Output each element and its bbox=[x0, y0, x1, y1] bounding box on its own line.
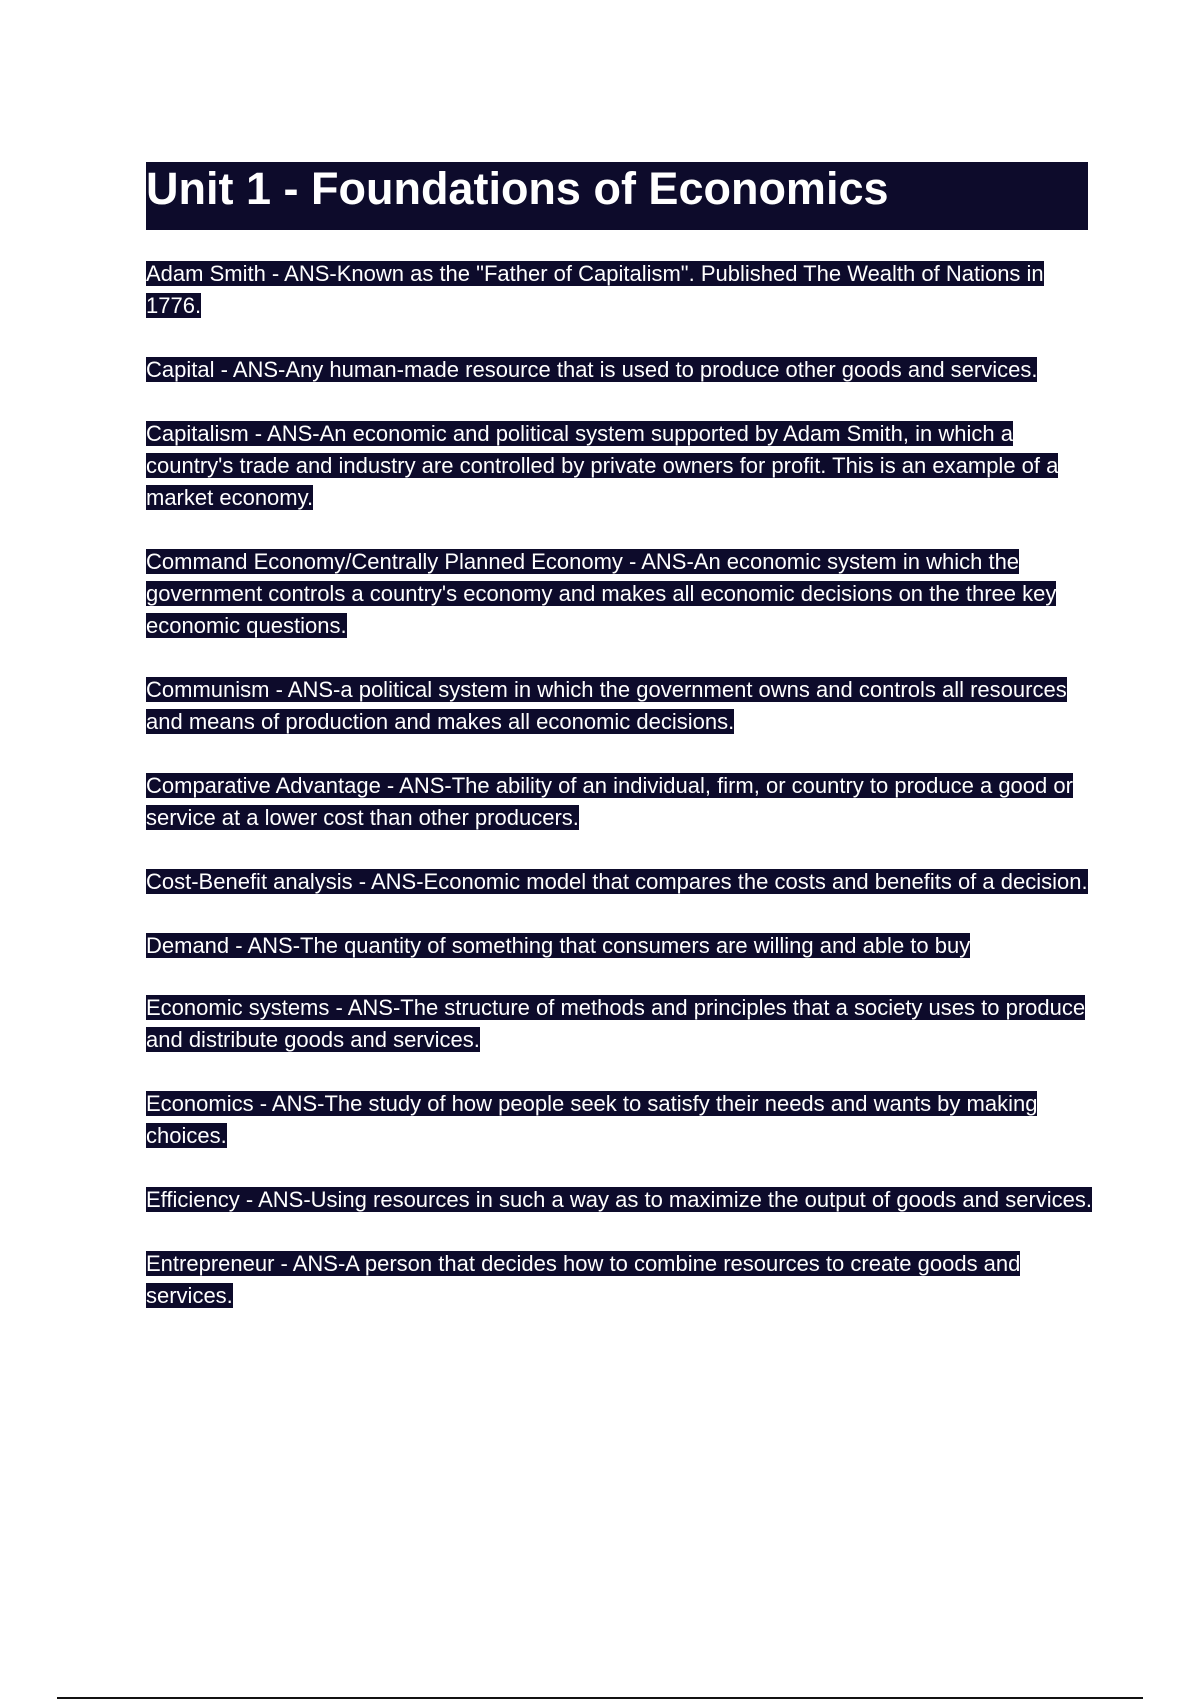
glossary-entry bbox=[146, 1184, 1096, 1216]
page-title: Unit 1 - Foundations of Economics bbox=[146, 163, 889, 214]
glossary-entry bbox=[146, 770, 1096, 834]
entry-text: Communism - ANS-a political system in which the government owns and controls all resources and means of production and makes all economic decisions. bbox=[146, 677, 1067, 734]
glossary-entry bbox=[146, 354, 1096, 386]
glossary-entry bbox=[146, 258, 1096, 322]
glossary-entry bbox=[146, 1248, 1096, 1312]
entry-text: Comparative Advantage - ANS-The ability of an individual, firm, or country to produce a good or service at a lower cost than other producers. bbox=[146, 773, 1073, 830]
glossary-entry bbox=[146, 546, 1096, 642]
entry-text: Cost-Benefit analysis - ANS-Economic model that compares the costs and benefits of a decision. bbox=[146, 869, 1088, 894]
entry-text: Efficiency - ANS-Using resources in such a way as to maximize the output of goods and services. bbox=[146, 1187, 1093, 1212]
entry-text: Adam Smith - ANS-Known as the "Father of Capitalism". Published The Wealth of Nations in 1776. bbox=[146, 261, 1044, 318]
entry-text: Entrepreneur - ANS-A person that decides how to combine resources to create goods and services. bbox=[146, 1251, 1021, 1308]
entry-text: Capitalism - ANS-An economic and political system supported by Adam Smith, in which a country's trade and industry are controlled by private owners for profit. This is an example of a market economy. bbox=[146, 421, 1059, 510]
glossary-entry bbox=[146, 674, 1096, 738]
footer-divider bbox=[57, 1697, 1143, 1699]
entry-text: Demand - ANS-The quantity of something that consumers are willing and able to buy bbox=[146, 933, 971, 958]
glossary-entry bbox=[146, 418, 1096, 514]
glossary-entry bbox=[146, 930, 1096, 962]
entry-text: Economics - ANS-The study of how people seek to satisfy their needs and wants by making choices. bbox=[146, 1091, 1038, 1148]
entry-text: Capital - ANS-Any human-made resource that is used to produce other goods and services. bbox=[146, 357, 1038, 382]
glossary-entry bbox=[146, 992, 1096, 1056]
entry-text: Economic systems - ANS-The structure of methods and principles that a society uses to produce and distribute goods and services. bbox=[146, 995, 1086, 1052]
title-banner bbox=[146, 162, 1088, 230]
entry-text: Command Economy/Centrally Planned Economy - ANS-An economic system in which the government controls a country's economy and makes all economic decisions on the three key economic questions. bbox=[146, 549, 1057, 638]
glossary-entry bbox=[146, 1088, 1096, 1152]
glossary-list bbox=[146, 258, 1096, 1344]
glossary-entry bbox=[146, 866, 1096, 898]
